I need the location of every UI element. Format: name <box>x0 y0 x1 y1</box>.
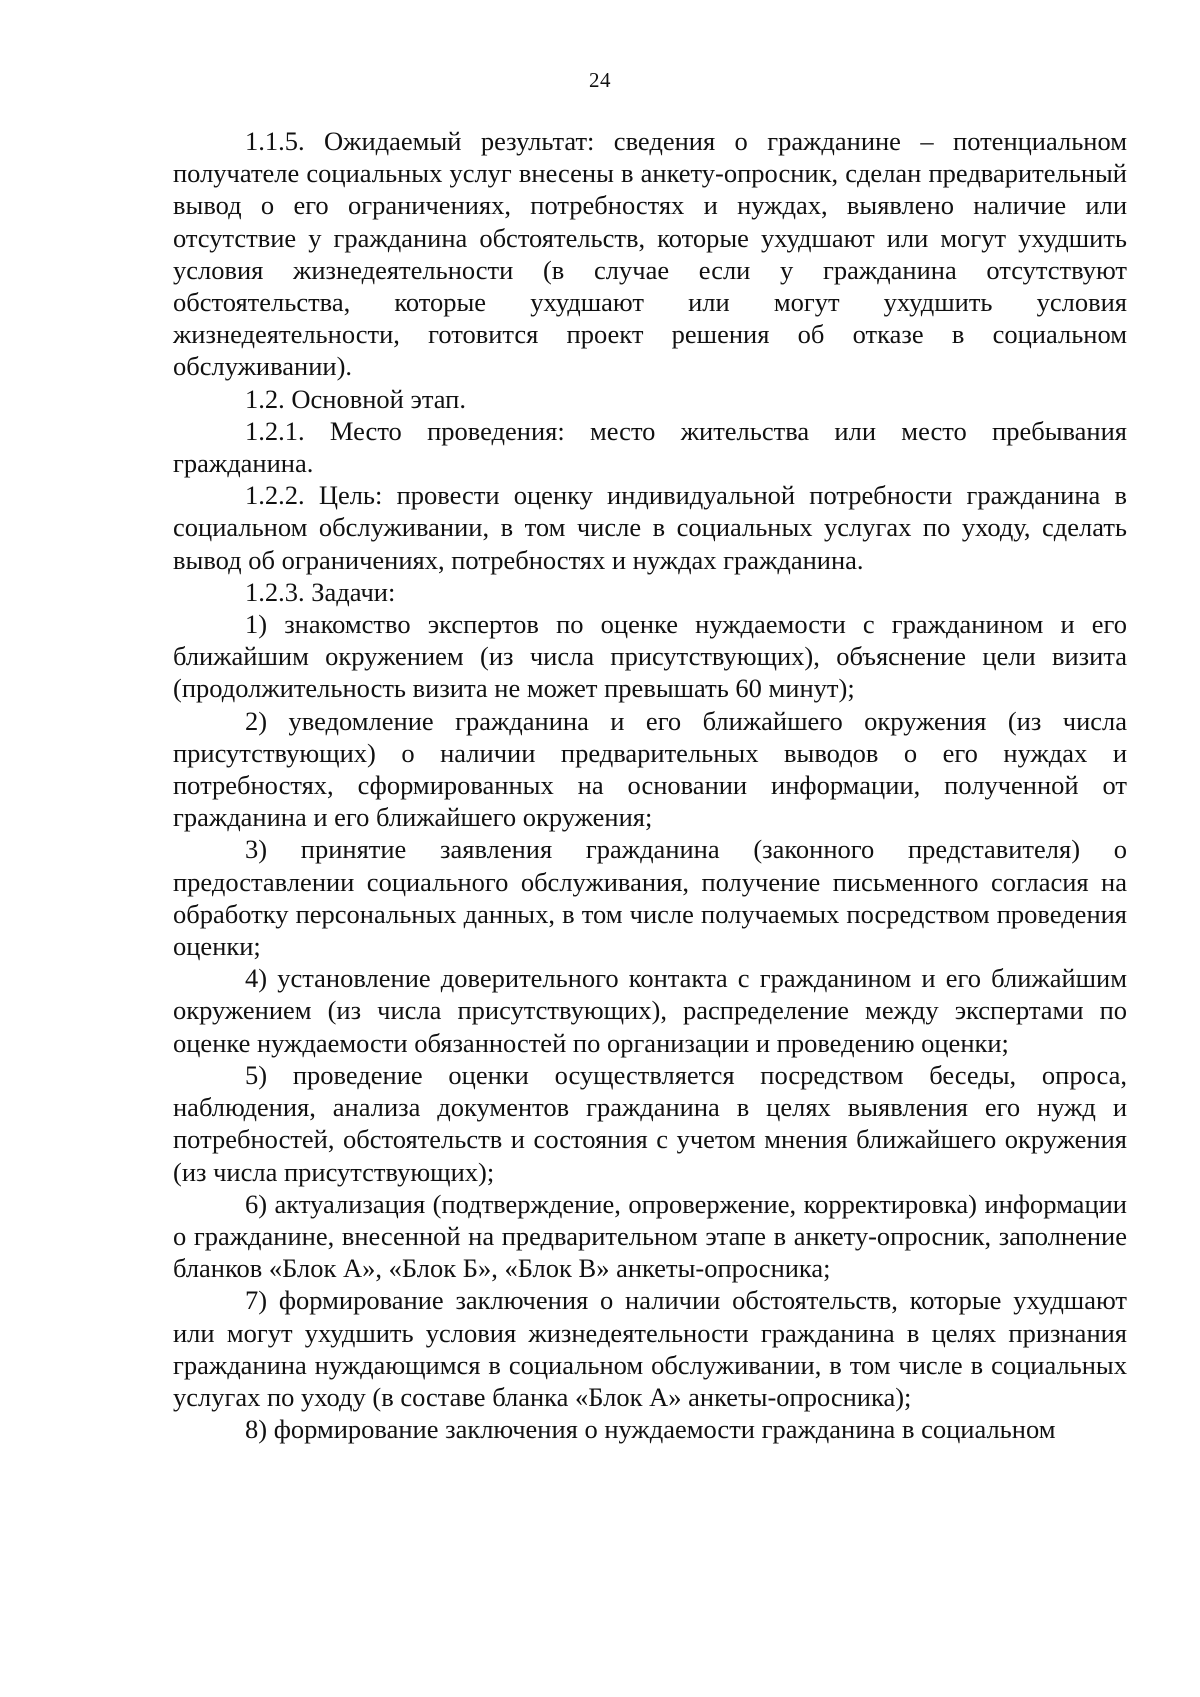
paragraph-1-1-5-expected-result: 1.1.5. Ожидаемый результат: сведения о гражданине – потенциальном получателе социальных услуг внесены в анкету-опросник, сделан предварительный вывод о его ограничениях, потребностях и нуждах, выявлено наличие или отсутствие у гражданина обстоятельств, которые ухудшают или могут ухудшить условия жизнедеятельности (в случае если у гражданина отсутствуют обстоятельства, которые ухудшают или могут ухудшить условия жизнедеятельности, готовится проект решения об отказе в социальном обслуживании). <box>173 126 1127 382</box>
task-item-1: 1) знакомство экспертов по оценке нуждаемости с гражданином и его ближайшим окружением (из числа присутствующих), объяснение цели визита (продолжительность визита не может превышать 60 минут); <box>173 609 1127 704</box>
paragraph-1-2-2-goal: 1.2.2. Цель: провести оценку индивидуальной потребности гражданина в социальном обслуживании, в том числе в социальных услугах по уходу, сделать вывод об ограничениях, потребностях и нуждах гражданина. <box>173 480 1127 575</box>
paragraph-1-2-main-stage: 1.2. Основной этап. <box>245 383 466 414</box>
document-body <box>173 125 1127 1445</box>
paragraph-1-2-1-location: 1.2.1. Место проведения: место жительства или место пребывания гражданина. <box>173 415 1127 479</box>
task-item-6: 6) актуализация (подтверждение, опровержение, корректировка) информации о гражданине, внесенной на предварительном этапе в анкету-опросник, заполнение бланков «Блок А», «Блок Б», «Блок В» анкеты-опросника; <box>173 1188 1127 1284</box>
page-number: 24 <box>589 68 611 92</box>
paragraph-1-2-3-tasks-heading: 1.2.3. Задачи: <box>245 576 396 607</box>
task-item-3: 3) принятие заявления гражданина (законного представителя) о предоставлении социального обслуживания, получение письменного согласия на обработку персональных данных, в том числе получаемых посредством проведения оценки; <box>173 834 1127 962</box>
task-item-7: 7) формирование заключения о наличии обстоятельств, которые ухудшают или могут ухудшить условия жизнедеятельности гражданина в целях признания гражданина нуждающимся в социальном обслуживании, в том числе в социальных услугах по уходу (в составе бланка «Блок А» анкеты-опросника); <box>173 1285 1127 1412</box>
task-item-8: 8) формирование заключения о нуждаемости гражданина в социальном <box>245 1414 1056 1445</box>
task-item-5: 5) проведение оценки осуществляется посредством беседы, опроса, наблюдения, анализа документов гражданина в целях выявления его нужд и потребностей, обстоятельств и состояния с учетом мнения ближайшего окружения (из числа присутствующих); <box>173 1059 1127 1187</box>
task-item-4: 4) установление доверительного контакта с гражданином и его ближайшим окружением (из числа присутствующих), распределение между экспертами по оценке нуждаемости обязанностей по организации и проведению оценки; <box>173 963 1127 1058</box>
task-item-2: 2) уведомление гражданина и его ближайшего окружения (из числа присутствующих) о наличии предварительных выводов о его нуждах и потребностях, сформированных на основании информации, полученной от гражданина и его ближайшего окружения; <box>173 705 1127 833</box>
